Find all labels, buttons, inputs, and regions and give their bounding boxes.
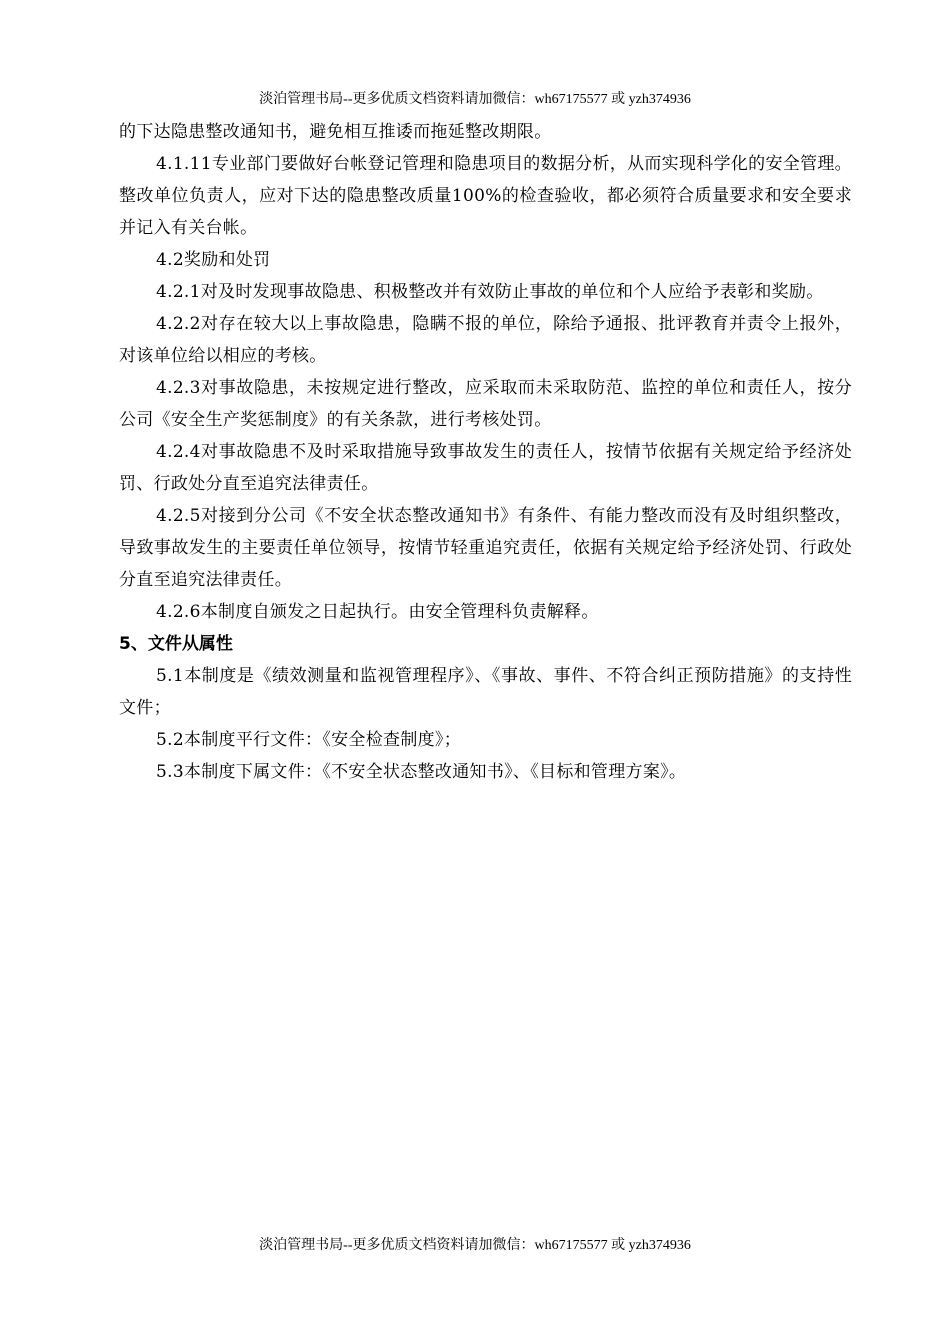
paragraph-4-2-2: 4.2.2对存在较大以上事故隐患，隐瞒不报的单位，除给予通报、批评教育并责令上报外，对该单位给以相应的考核。 — [119, 314, 852, 366]
section-4-2-title: 4.2奖励和处罚 — [156, 250, 271, 270]
section-5-heading: 5、文件从属性 — [119, 634, 233, 654]
paragraph-4-1-11: 4.1.11专业部门要做好台帐登记管理和隐患项目的数据分析，从而实现科学化的安全管理。整改单位负责人，应对下达的隐患整改质量100%的检查验收，都必须符合质量要求和安全要求并记入有关台帐。 — [119, 154, 852, 238]
paragraph-5-1: 5.1本制度是《绩效测量和监视管理程序》、《事故、事件、不符合纠正预防措施》的支持性文件； — [119, 666, 852, 718]
paragraph-4-2-4: 4.2.4对事故隐患不及时采取措施导致事故发生的责任人，按情节依据有关规定给予经济处罚、行政处分直至追究法律责任。 — [119, 442, 852, 494]
page-footer: 淡泊管理书局--更多优质文档资料请加微信：wh67175577 或 yzh374936 — [259, 1238, 691, 1253]
paragraph-continuation: 的下达隐患整改通知书，避免相互推诿而拖延整改期限。 — [119, 122, 552, 142]
paragraph-4-2-6: 4.2.6本制度自颁发之日起执行。由安全管理科负责解释。 — [156, 602, 599, 622]
paragraph-4-2-1: 4.2.1对及时发现事故隐患、积极整改并有效防止事故的单位和个人应给予表彰和奖励。 — [156, 282, 824, 302]
paragraph-5-2: 5.2本制度平行文件：《安全检查制度》； — [156, 730, 462, 750]
document-body — [119, 116, 852, 788]
paragraph-4-2-5: 4.2.5对接到分公司《不安全状态整改通知书》有条件、有能力整改而没有及时组织整改，导致事故发生的主要责任单位领导，按情节轻重追究责任，依据有关规定给予经济处罚、行政处分直至追究法律责任。 — [119, 506, 852, 590]
paragraph-5-3: 5.3本制度下属文件：《不安全状态整改通知书》、《目标和管理方案》。 — [156, 762, 687, 782]
paragraph-4-2-3: 4.2.3对事故隐患，未按规定进行整改，应采取而未采取防范、监控的单位和责任人，按分公司《安全生产奖惩制度》的有关条款，进行考核处罚。 — [119, 378, 852, 430]
page-header: 淡泊管理书局--更多优质文档资料请加微信：wh67175577 或 yzh374936 — [259, 92, 691, 107]
